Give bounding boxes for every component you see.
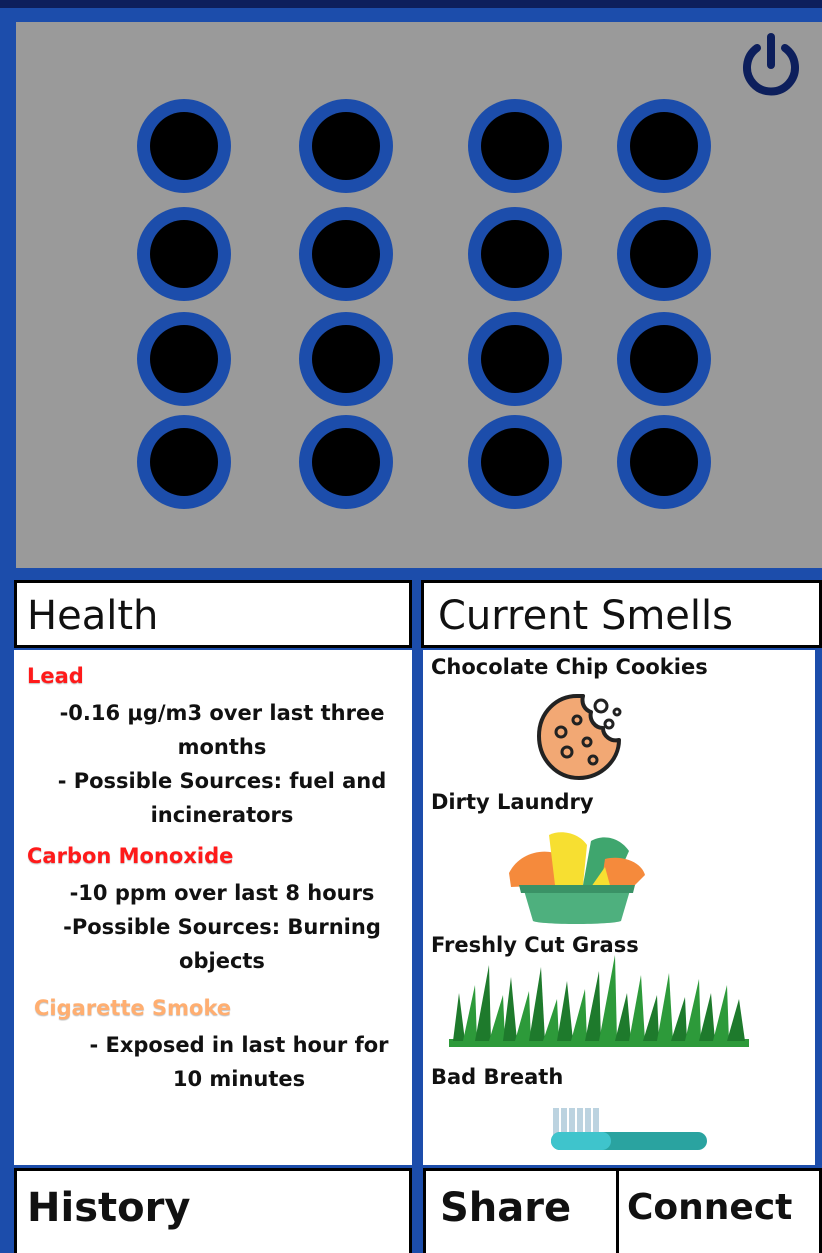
sensor-port: [137, 312, 231, 406]
sensor-port: [137, 415, 231, 509]
sensor-port: [468, 99, 562, 193]
sensor-panel: [16, 22, 822, 568]
sensor-port: [299, 415, 393, 509]
cookie-icon: [529, 692, 625, 782]
smell-item-name: Bad Breath: [431, 1065, 564, 1089]
power-button[interactable]: [740, 32, 802, 98]
smell-item-name: Chocolate Chip Cookies: [431, 655, 708, 679]
health-panel: [14, 650, 412, 1165]
sensor-port: [299, 312, 393, 406]
health-item-name: Cigarette Smoke: [34, 996, 232, 1020]
smells-header: [421, 580, 822, 648]
power-icon: [740, 32, 802, 98]
connect-button[interactable]: [616, 1168, 822, 1253]
health-item-detail: -10 ppm over last 8 hours -Possible Sources: Burning objects: [63, 881, 381, 973]
health-item-detail: - Exposed in last hour for 10 minutes: [89, 1033, 389, 1091]
sensor-port: [299, 99, 393, 193]
health-item-name: Carbon Monoxide: [27, 844, 234, 868]
sensor-port: [137, 207, 231, 301]
history-button[interactable]: [14, 1168, 412, 1253]
sensor-port: [617, 312, 711, 406]
smells-panel: [423, 650, 815, 1165]
sensor-port: [617, 415, 711, 509]
sensor-port: [468, 415, 562, 509]
grass-icon: [449, 955, 749, 1049]
health-item-name: Lead: [27, 664, 84, 688]
health-item-detail: -0.16 μg/m3 over last three months - Possible Sources: fuel and incinerators: [57, 701, 387, 827]
smell-item-name: Dirty Laundry: [431, 790, 594, 814]
sensor-port: [299, 207, 393, 301]
share-button-label: Share: [440, 1185, 572, 1231]
history-button-label: History: [27, 1185, 191, 1231]
connect-button-label: Connect: [627, 1187, 793, 1228]
smell-item-name: Freshly Cut Grass: [431, 933, 639, 957]
share-button[interactable]: [423, 1168, 619, 1253]
sensor-port: [617, 207, 711, 301]
health-header: [14, 580, 412, 648]
laundry-basket-icon: [501, 827, 653, 927]
sensor-port: [468, 312, 562, 406]
sensor-port: [468, 207, 562, 301]
toothbrush-icon: [549, 1102, 709, 1154]
health-title: Health: [27, 593, 159, 639]
sensor-port: [617, 99, 711, 193]
smells-title: Current Smells: [438, 593, 733, 639]
sensor-port: [137, 99, 231, 193]
